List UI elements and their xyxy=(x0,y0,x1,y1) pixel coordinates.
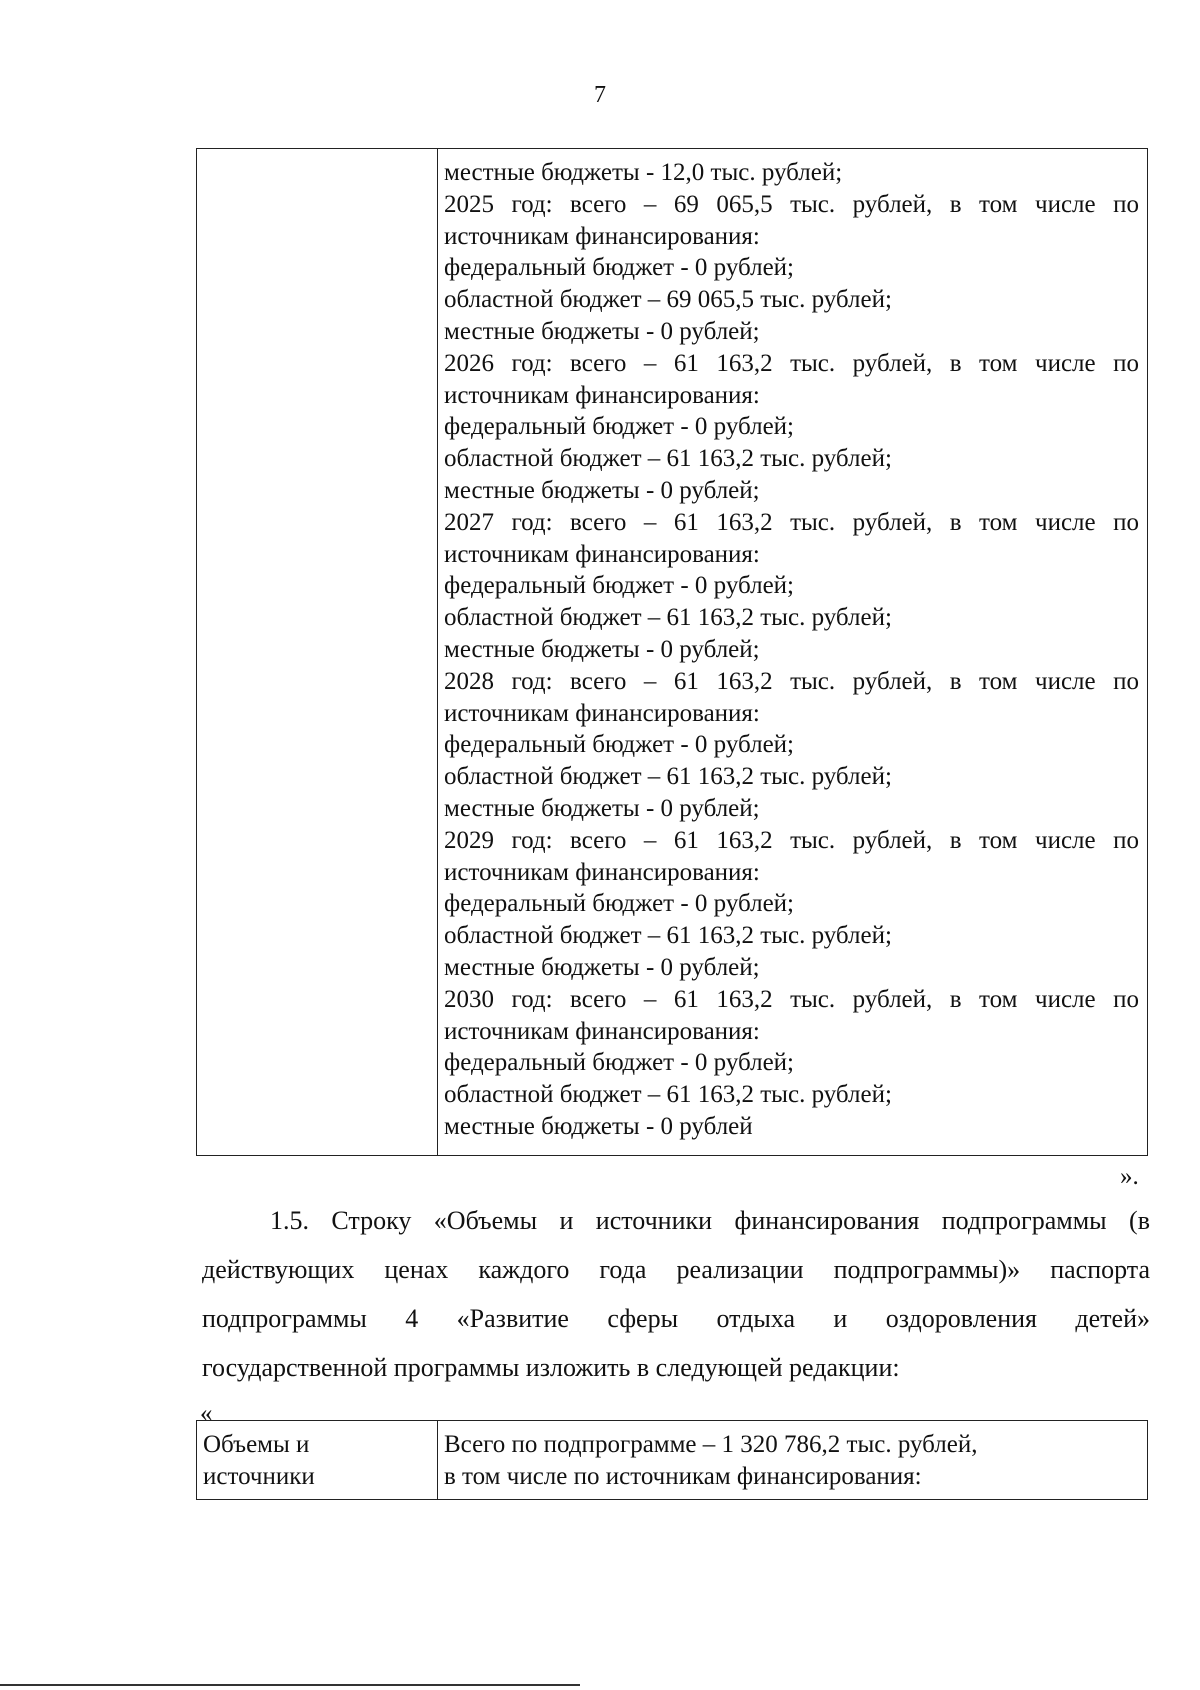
row-value-line: в том числе по источникам финансирования: xyxy=(444,1463,922,1490)
financing-line: источникам финансирования: xyxy=(444,858,760,886)
financing-line: местные бюджеты - 0 рублей; xyxy=(444,635,760,663)
financing-line: федеральный бюджет - 0 рублей; xyxy=(444,254,794,282)
financing-line: местные бюджеты - 0 рублей; xyxy=(444,317,760,345)
financing-line: федеральный бюджет - 0 рублей; xyxy=(444,890,794,918)
financing-line: 2030 год: всего – 61 163,2 тыс. рублей, в том числе по xyxy=(444,985,1139,1013)
financing-line: местные бюджеты - 0 рублей; xyxy=(444,953,760,981)
table-row xyxy=(197,149,1148,1156)
financing-line: областной бюджет – 61 163,2 тыс. рублей; xyxy=(444,1081,892,1109)
paragraph-line: государственной программы изложить в следующей редакции: xyxy=(202,1353,900,1382)
closing-quote: ». xyxy=(1120,1163,1139,1190)
table-row xyxy=(197,1421,1148,1500)
financing-line: областной бюджет – 61 163,2 тыс. рублей; xyxy=(444,604,892,632)
bottom-scan-edge xyxy=(0,1684,580,1686)
financing-line: 2026 год: всего – 61 163,2 тыс. рублей, в том числе по xyxy=(444,349,1139,377)
financing-line: областной бюджет – 69 065,5 тыс. рублей; xyxy=(444,286,892,314)
financing-line: 2028 год: всего – 61 163,2 тыс. рублей, в том числе по xyxy=(444,667,1139,695)
amendment-paragraph xyxy=(202,1196,1150,1392)
financing-line: местные бюджеты - 0 рублей; xyxy=(444,476,760,504)
paragraph-line: 1.5. Строку «Объемы и источники финансирования подпрограммы (в xyxy=(270,1206,1150,1235)
financing-line: федеральный бюджет - 0 рублей; xyxy=(444,413,794,441)
financing-line: источникам финансирования: xyxy=(444,699,760,727)
table-right-cell xyxy=(438,1421,1148,1500)
row-label-line: Объемы и xyxy=(203,1431,310,1458)
paragraph-line: подпрограммы 4 «Развитие сферы отдыха и оздоровления детей» xyxy=(202,1304,1150,1333)
financing-line: областной бюджет – 61 163,2 тыс. рублей; xyxy=(444,763,892,791)
financing-line: источникам финансирования: xyxy=(444,222,760,250)
financing-line: местные бюджеты - 0 рублей; xyxy=(444,794,760,822)
page-number: 7 xyxy=(594,82,606,108)
financing-line: федеральный бюджет - 0 рублей; xyxy=(444,731,794,759)
financing-line: 2027 год: всего – 61 163,2 тыс. рублей, в том числе по xyxy=(444,508,1139,536)
financing-line: федеральный бюджет - 0 рублей; xyxy=(444,1049,794,1077)
financing-line: источникам финансирования: xyxy=(444,1017,760,1045)
financing-line: источникам финансирования: xyxy=(444,381,760,409)
financing-lines xyxy=(444,157,1139,1143)
paragraph-line: действующих ценах каждого года реализации подпрограммы)» паспорта xyxy=(202,1255,1150,1284)
financing-line: источникам финансирования: xyxy=(444,540,760,568)
financing-table-new xyxy=(196,1420,1148,1500)
financing-line: федеральный бюджет - 0 рублей; xyxy=(444,572,794,600)
table-left-cell xyxy=(197,149,438,1156)
financing-line: 2029 год: всего – 61 163,2 тыс. рублей, в том числе по xyxy=(444,826,1139,854)
financing-line: 2025 год: всего – 69 065,5 тыс. рублей, в том числе по xyxy=(444,190,1139,218)
row-value-line: Всего по подпрограмме – 1 320 786,2 тыс. рублей, xyxy=(444,1431,978,1458)
financing-table-continued xyxy=(196,148,1148,1156)
financing-line: областной бюджет – 61 163,2 тыс. рублей; xyxy=(444,922,892,950)
financing-line: местные бюджеты - 12,0 тыс. рублей; xyxy=(444,159,843,186)
financing-line: областной бюджет – 61 163,2 тыс. рублей; xyxy=(444,445,892,473)
financing-line: местные бюджеты - 0 рублей xyxy=(444,1112,753,1140)
row-label-line: источники xyxy=(203,1463,315,1490)
table-right-cell xyxy=(438,149,1148,1156)
opening-quote: « xyxy=(200,1400,213,1427)
table-left-cell xyxy=(197,1421,438,1500)
